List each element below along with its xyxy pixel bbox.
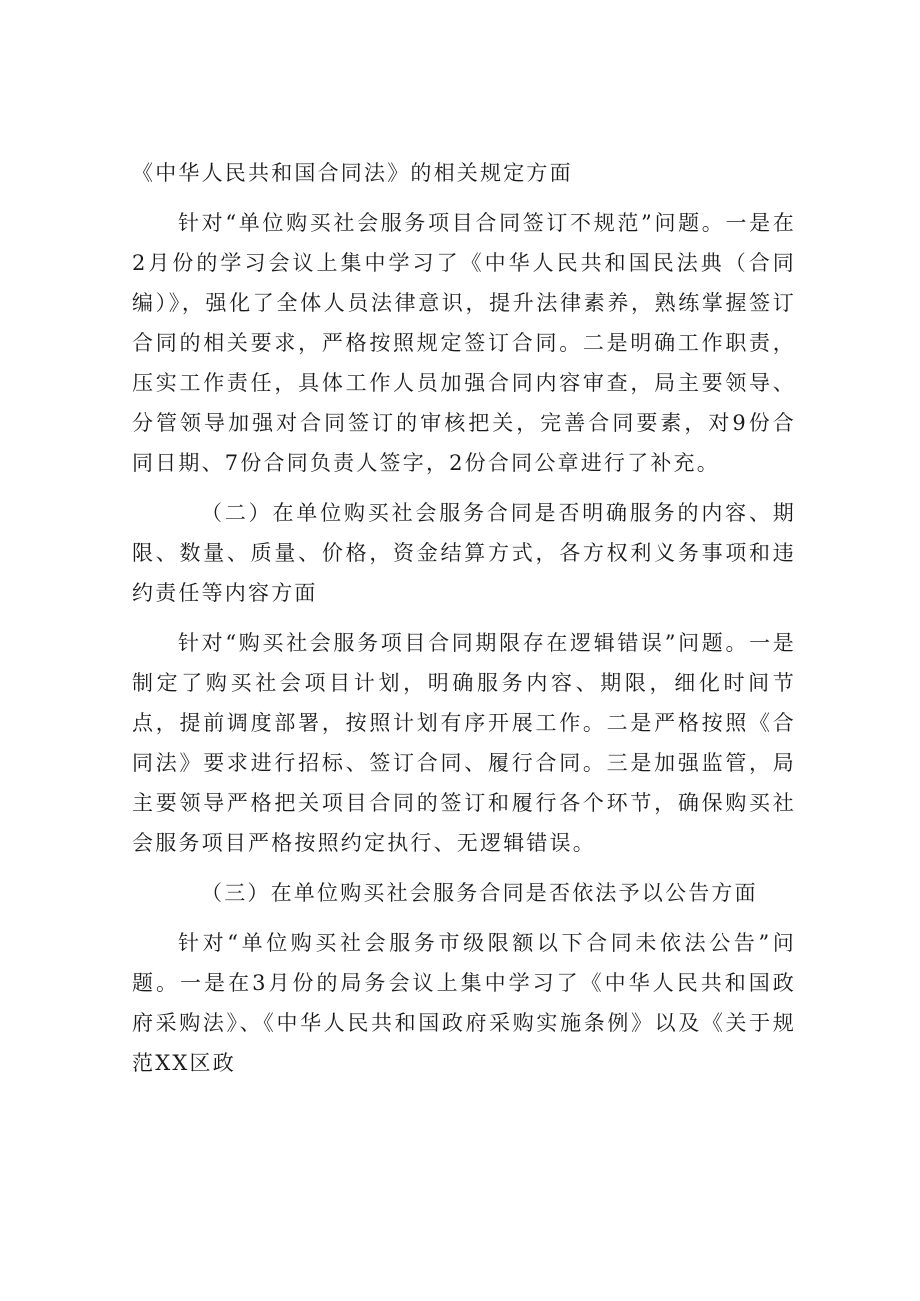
paragraph-public-notice: 针对“单位购买社会服务市级限额以下合同未依法公告”问题。一是在3月份的局务会议上集中学习了《中华人民共和国政府采购法》、《中华人民共和国政府采购实施条例》以及《关于规范XX区政 bbox=[132, 931, 796, 1075]
section-heading-two: （二）在单位购买社会服务合同是否明确服务的内容、期限、数量、质量、价格，资金结算方式，各方权利义务事项和违约责任等内容方面 bbox=[132, 501, 796, 605]
section-heading-contract-law: 《中华人民共和国合同法》的相关规定方面 bbox=[132, 161, 573, 185]
paragraph-contract-term: 针对“购买社会服务项目合同期限存在逻辑错误”问题。一是制定了购买社会项目计划，明确服务内容、期限，细化时间节点，提前调度部署，按照计划有序开展工作。二是严格按照《合同法》要求进行招标、签订合同、履行合同。三是加强监管，局主要领导严格把关项目合同的签订和履行各个环节，确保购买社会服务项目严格按照约定执行、无逻辑错误。 bbox=[132, 631, 796, 855]
document-body bbox=[132, 153, 796, 1093]
section-heading-three: （三）在单位购买社会服务合同是否依法予以公告方面 bbox=[201, 881, 758, 905]
paragraph-contract-signing: 针对“单位购买社会服务项目合同签订不规范”问题。一是在2月份的学习会议上集中学习了《中华人民共和国民法典（合同编）》，强化了全体人员法律意识，提升法律素养，熟练掌握签订合同的相关要求，严格按照规定签订合同。二是明确工作职责，压实工作责任，具体工作人员加强合同内容审查，局主要领导、分管领导加强对合同签订的审核把关，完善合同要素，对9份合同日期、7份合同负责人签字，2份合同公章进行了补充。 bbox=[132, 211, 796, 475]
